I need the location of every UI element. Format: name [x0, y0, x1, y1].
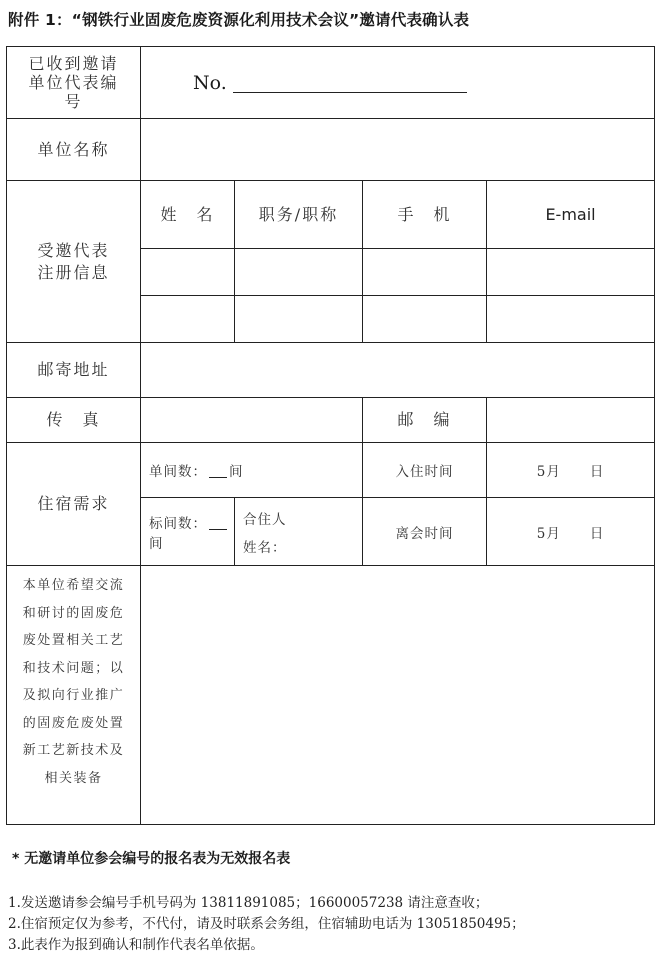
address-label: 邮寄地址: [7, 343, 141, 398]
note-3: 3.此表作为报到确认和制作代表名单依据。: [8, 937, 264, 953]
interest-label-cell: [7, 566, 141, 825]
confirmation-form-table: [6, 46, 655, 825]
checkin-date[interactable]: 5月 日: [487, 443, 655, 498]
rep1-phone-field[interactable]: [363, 249, 487, 296]
roommate-label: 合住人: [243, 511, 287, 528]
footer-notes: [8, 893, 525, 956]
col-name-header: 姓 名: [141, 181, 235, 249]
checkin-label: 入住时间: [363, 443, 487, 498]
standard-room-cell[interactable]: [141, 498, 235, 566]
single-room-prefix: 单间数：: [149, 464, 207, 480]
rep2-phone-field[interactable]: [363, 296, 487, 343]
checkout-label: 离会时间: [363, 498, 487, 566]
col-title-header: 职务/职称: [235, 181, 363, 249]
invalid-form-warning: * 无邀请单位参会编号的报名表为无效报名表: [12, 851, 291, 867]
single-room-blank: [209, 463, 227, 478]
rep-label: 受邀代表注册信息: [37, 240, 110, 282]
roommate-cell[interactable]: [235, 498, 363, 566]
rep-label-cell: [7, 181, 141, 343]
unit-name-label: 单位名称: [7, 119, 141, 181]
single-room-suffix: 间: [229, 464, 244, 480]
rep1-name-field[interactable]: [141, 249, 235, 296]
standard-room-suffix: 间: [149, 535, 164, 552]
single-room-cell[interactable]: [141, 443, 363, 498]
col-phone-header: 手 机: [363, 181, 487, 249]
form-title: 附件 1：“钢铁行业固废危废资源化利用技术会议”邀请代表确认表: [8, 11, 470, 29]
interest-field[interactable]: [141, 566, 655, 825]
rep2-title-field[interactable]: [235, 296, 363, 343]
rep1-email-field[interactable]: [487, 249, 655, 296]
invite-no-label: 已收到邀请单位代表编号: [28, 54, 119, 111]
postcode-field[interactable]: [487, 398, 655, 443]
checkout-date[interactable]: 5月 日: [487, 498, 655, 566]
no-prefix: No.: [193, 71, 227, 94]
invite-no-label-cell: [7, 47, 141, 119]
standard-room-blank: [209, 515, 227, 530]
rep1-title-field[interactable]: [235, 249, 363, 296]
lodging-label: 住宿需求: [7, 443, 141, 566]
rep2-name-field[interactable]: [141, 296, 235, 343]
interest-label: 本单位希望交流和研讨的固废危废处置相关工艺和技术问题；以及拟向行业推广的固废危废处置新工艺新技术及相关装备: [22, 578, 125, 786]
fax-label: 传 真: [7, 398, 141, 443]
invite-no-field[interactable]: [141, 47, 655, 119]
unit-name-field[interactable]: [141, 119, 655, 181]
invite-no-underline: [233, 74, 467, 93]
standard-room-prefix: 标间数：: [149, 515, 207, 532]
fax-field[interactable]: [141, 398, 363, 443]
col-email-header: E-mail: [487, 181, 655, 249]
note-2: 2.住宿预定仅为参考，不代付，请及时联系会务组，住宿辅助电话为 13051850495；: [8, 916, 525, 932]
roommate-name-label: 姓名：: [243, 539, 287, 556]
note-1: 1.发送邀请参会编号手机号码为 13811891085；16600057238 请注意查收；: [8, 895, 489, 911]
address-field[interactable]: [141, 343, 655, 398]
postcode-label: 邮 编: [363, 398, 487, 443]
rep2-email-field[interactable]: [487, 296, 655, 343]
